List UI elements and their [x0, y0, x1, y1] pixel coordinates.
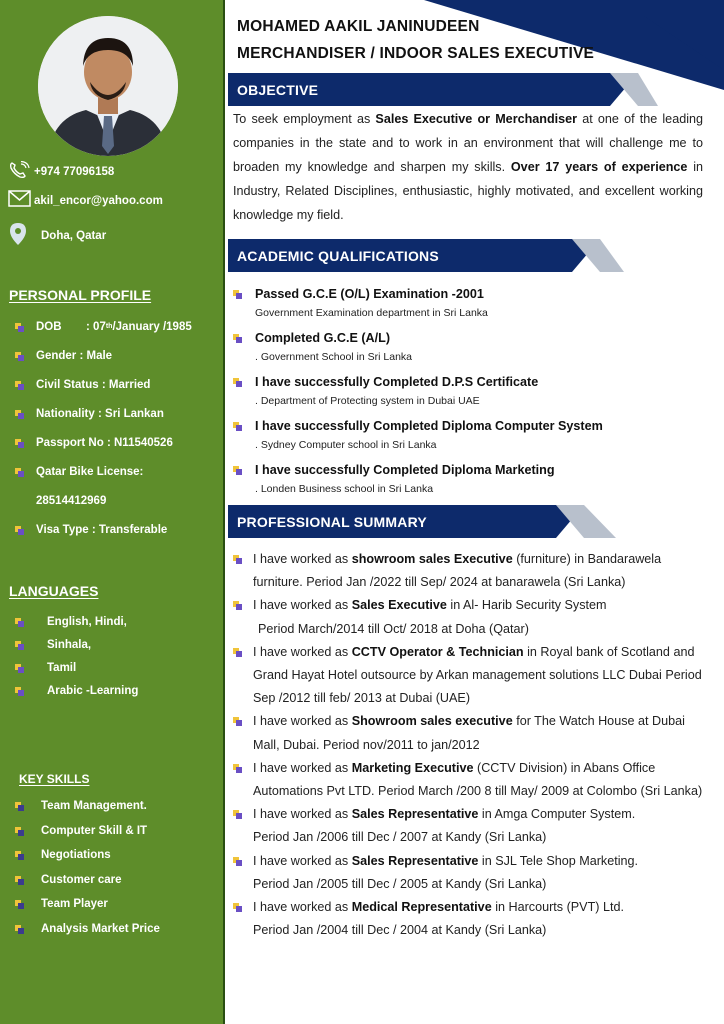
location-pin-icon	[8, 222, 41, 249]
academic-item: I have successfully Completed Diploma Marketing . Londen Business school in Sri Lanka	[232, 460, 712, 504]
profile-item-dob: DOB : 07 th /January /1985	[14, 312, 192, 341]
profile-item-bike-license: Qatar Bike License:	[14, 457, 192, 486]
bullet-icon	[14, 438, 24, 448]
profile-item-gender: Gender : Male	[14, 341, 192, 370]
skill-item: Team Management.	[14, 794, 160, 819]
objective-heading: OBJECTIVE	[237, 82, 319, 98]
academic-item: I have successfully Completed D.P.S Certificate . Department of Protecting system in Dubai UAE	[232, 372, 712, 416]
bullet-icon	[232, 465, 242, 475]
bullet-icon	[14, 801, 24, 811]
profile-item-visa-type: Visa Type : Transferable	[14, 515, 192, 544]
bullet-icon	[232, 421, 242, 431]
experience-item: I have worked as CCTV Operator & Technician in Royal bank of Scotland and Grand Hayat Hotel outsource by Arkan management solutions LLC Dubai Period Sep /2012 till feb/ 2013 at Dubai (UAE)	[232, 641, 710, 711]
bullet-icon	[232, 333, 242, 343]
bullet-icon	[14, 409, 24, 419]
candidate-role: MERCHANDISER / INDOOR SALES EXECUTIVE	[237, 45, 595, 62]
email-address[interactable]: akil_encor@yahoo.com	[34, 194, 163, 207]
bullet-icon	[232, 763, 242, 773]
languages-heading: LANGUAGES	[9, 583, 99, 599]
bullet-icon	[232, 647, 242, 657]
contact-location	[8, 222, 106, 249]
bullet-icon	[14, 899, 24, 909]
experience-item: I have worked as Sales Representative in Amga Computer System. Period Jan /2006 till Dec / 2007 at Kandy (Sri Lanka)	[232, 803, 710, 849]
bullet-icon	[14, 380, 24, 390]
bullet-icon	[232, 809, 242, 819]
bullet-icon	[14, 826, 24, 836]
bullet-icon	[14, 640, 24, 650]
candidate-name: MOHAMED AAKIL JANINUDEEN	[237, 18, 480, 35]
language-item: Tamil	[14, 656, 138, 679]
academic-heading: ACADEMIC QUALIFICATIONS	[237, 248, 439, 264]
bullet-icon	[14, 617, 24, 627]
bullet-icon	[14, 924, 24, 934]
bullet-icon	[232, 716, 242, 726]
bullet-icon	[14, 322, 24, 332]
objective-banner	[228, 73, 658, 106]
phone-number[interactable]: +974 77096158	[34, 165, 115, 178]
academic-list	[232, 284, 712, 504]
experience-item: I have worked as Showroom sales executive for The Watch House at Dubai Mall, Dubai. Period nov/2011 to jan/2012	[232, 710, 710, 756]
bullet-icon	[14, 525, 24, 535]
key-skills-heading: KEY SKILLS	[19, 772, 90, 786]
professional-heading: PROFESSIONAL SUMMARY	[237, 514, 427, 530]
academic-item: Passed G.C.E (O/L) Examination -2001 Government Examination department in Sri Lanka	[232, 284, 712, 328]
location-text: Doha, Qatar	[41, 229, 107, 242]
bullet-icon	[14, 686, 24, 696]
sidebar	[0, 0, 225, 1024]
skill-item: Customer care	[14, 868, 160, 893]
mail-icon	[8, 190, 34, 211]
bullet-icon	[232, 600, 242, 610]
bullet-icon	[14, 875, 24, 885]
bullet-icon	[232, 554, 242, 564]
bullet-icon	[232, 902, 242, 912]
experience-item: I have worked as showroom sales Executive (furniture) in Bandarawela furniture. Period Jan /2022 till Sep/ 2024 at banarawela (Sri Lanka)	[232, 548, 710, 594]
skill-item: Negotiations	[14, 843, 160, 868]
key-skills-list	[14, 794, 160, 941]
skill-item: Analysis Market Price	[14, 917, 160, 942]
profile-item-bike-license-number: 28514412969	[36, 494, 107, 507]
language-item: Sinhala,	[14, 633, 138, 656]
experience-item: I have worked as Marketing Executive (CCTV Division) in Abans Office Automations Pvt LTD. Period March /200 8 till May/ 2009 at Colombo (Sri Lanka)	[232, 757, 710, 803]
bullet-icon	[14, 850, 24, 860]
language-item: Arabic -Learning	[14, 679, 138, 702]
contact-phone	[8, 161, 114, 182]
skill-item: Team Player	[14, 892, 160, 917]
professional-list	[232, 548, 710, 942]
experience-item: I have worked as Medical Representative in Harcourts (PVT) Ltd. Period Jan /2004 till Dec / 2004 at Kandy (Sri Lanka)	[232, 896, 710, 942]
skill-item: Computer Skill & IT	[14, 819, 160, 844]
bullet-icon	[232, 289, 242, 299]
bullet-icon	[232, 377, 242, 387]
personal-profile-heading: PERSONAL PROFILE	[9, 287, 152, 303]
contact-email	[8, 190, 163, 211]
bullet-icon	[14, 663, 24, 673]
profile-item-civil-status: Civil Status : Married	[14, 370, 192, 399]
objective-text: To seek employment as Sales Executive or Merchandiser at one of the leading companies in the state and to work in an environment that will challenge me to broaden my knowledge and sharpen my skills. Over 17 years of experience in Industry, Related Disciplines, enthusiastic, highly motivated, and excellent working knowledge my field.	[233, 112, 704, 222]
profile-item-passport: Passport No : N11540526	[14, 428, 192, 457]
academic-item: Completed G.C.E (A/L) . Government School in Sri Lanka	[232, 328, 712, 372]
experience-item: I have worked as Sales Executive in Al- Harib Security System Period March/2014 till Oct/ 2018 at Doha (Qatar)	[232, 594, 710, 640]
language-item: English, Hindi,	[14, 610, 138, 633]
academic-banner	[228, 239, 624, 272]
languages-list	[14, 610, 138, 702]
professional-banner	[228, 505, 616, 538]
bullet-icon	[14, 351, 24, 361]
profile-item-nationality: Nationality : Sri Lankan	[14, 399, 192, 428]
phone-icon	[8, 161, 34, 182]
academic-item: I have successfully Completed Diploma Computer System . Sydney Computer school in Sri Lanka	[232, 416, 712, 460]
personal-profile-list	[14, 312, 192, 544]
experience-item: I have worked as Sales Representative in SJL Tele Shop Marketing. Period Jan /2005 till Dec / 2005 at Kandy (Sri Lanka)	[232, 850, 710, 896]
bullet-icon	[14, 467, 24, 477]
profile-photo	[38, 16, 178, 156]
bullet-icon	[232, 856, 242, 866]
